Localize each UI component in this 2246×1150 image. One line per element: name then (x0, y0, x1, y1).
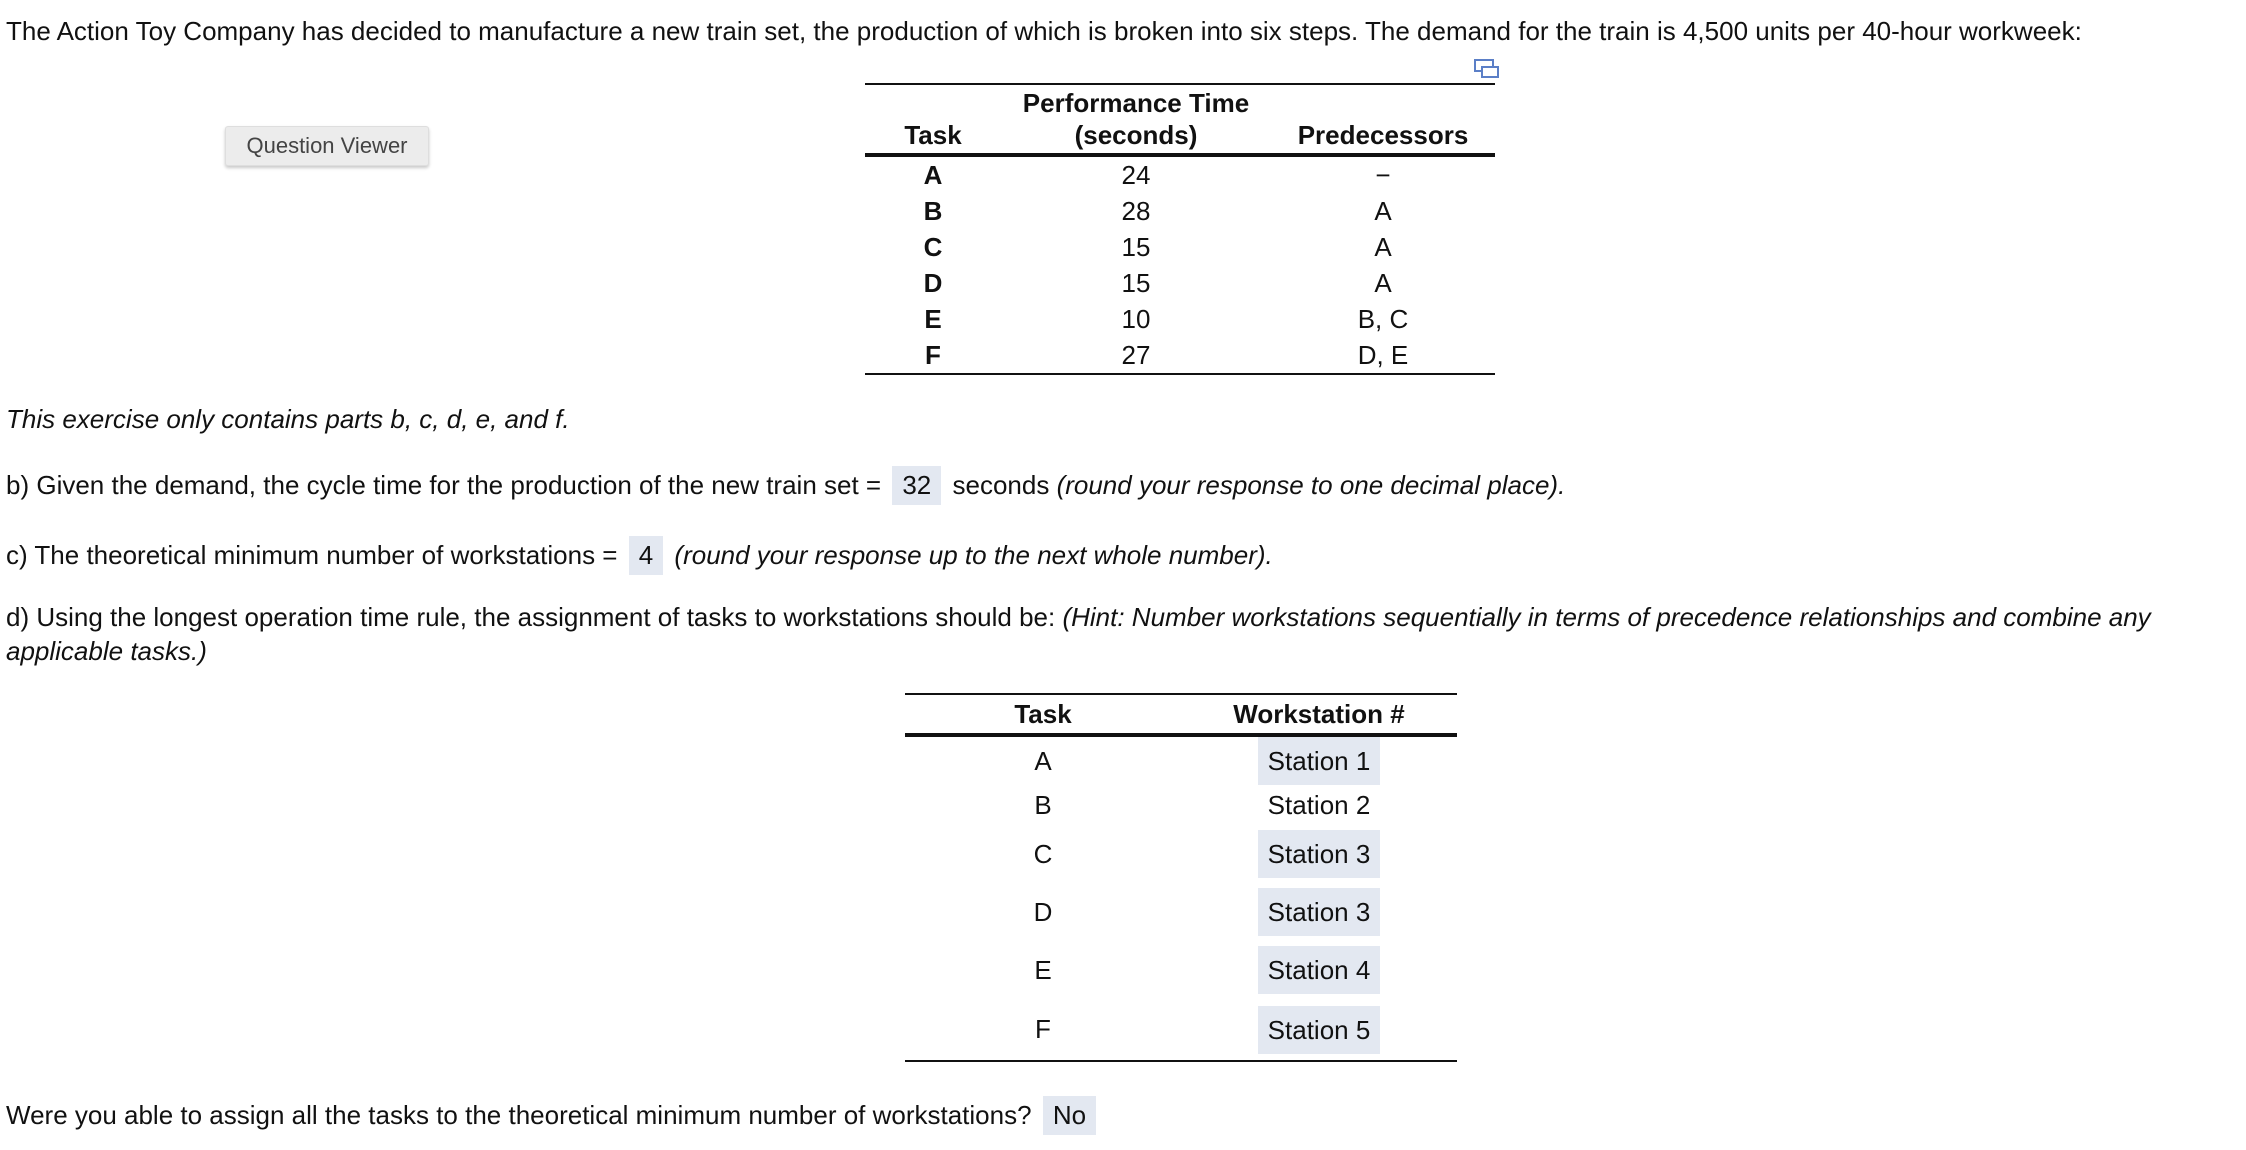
predecessor-cell: − (1375, 159, 1391, 190)
workstation-answer[interactable]: Station 3 (1258, 888, 1381, 936)
workstation-cell (1181, 883, 1457, 941)
header-perf-line2: (seconds) (1074, 120, 1198, 150)
task-cell: E (1034, 954, 1052, 985)
header-performance-time (1001, 84, 1271, 155)
table-row (865, 265, 1495, 301)
part-b-hint: (round your response to one decimal place). (1056, 470, 1566, 500)
table-row (865, 155, 1495, 193)
assignment-table (905, 693, 1457, 1062)
task-cell: F (925, 339, 941, 370)
task-cell: F (1035, 1014, 1051, 1044)
task-cell: B (1034, 789, 1052, 820)
task-cell: E (924, 303, 942, 334)
header-task: Task (904, 120, 962, 150)
workstation-answer[interactable]: Station 3 (1258, 830, 1381, 878)
task-table-header-row (865, 84, 1495, 155)
final-question (6, 1096, 1100, 1135)
task-cell: D (1033, 896, 1053, 927)
table-row (905, 825, 1457, 883)
table-row (905, 999, 1457, 1061)
task-cell: C (1033, 838, 1053, 869)
predecessor-cell: B, C (1357, 303, 1409, 334)
workstation-answer[interactable]: Station 5 (1258, 1006, 1381, 1054)
part-c-hint: (round your response up to the next whole number). (674, 540, 1273, 570)
table-row (905, 785, 1457, 825)
workstation-cell (1181, 785, 1457, 825)
exercise-note: This exercise only contains parts b, c, d, e, and f. (6, 404, 570, 434)
min-workstations-answer[interactable]: 4 (629, 536, 663, 575)
task-cell: B (923, 195, 943, 226)
time-cell: 28 (1121, 195, 1151, 226)
workstation-cell (1181, 735, 1457, 785)
workstation-answer[interactable]: Station 2 (1267, 790, 1371, 820)
task-table (865, 83, 1495, 375)
final-question-text: Were you able to assign all the tasks to the theoretical minimum number of workstations? (6, 1100, 1032, 1130)
header-workstation: Workstation # (1233, 698, 1405, 729)
expand-icon[interactable] (1474, 58, 1500, 80)
part-d-text: d) Using the longest operation time rule, the assignment of tasks to workstations should be: (6, 602, 1056, 632)
time-cell: 24 (1121, 159, 1151, 190)
header-task: Task (1014, 698, 1072, 729)
question-viewer-button[interactable]: Question Viewer (225, 126, 429, 166)
workstation-cell (1181, 999, 1457, 1061)
part-b (6, 466, 1565, 505)
predecessor-cell: A (1374, 231, 1392, 262)
task-cell: A (923, 159, 943, 190)
part-b-unit: seconds (952, 470, 1050, 500)
workstation-cell (1181, 941, 1457, 999)
table-row (865, 229, 1495, 265)
part-c-text: c) The theoretical minimum number of workstations = (6, 540, 618, 570)
time-cell: 27 (1121, 339, 1151, 370)
part-c (6, 536, 1273, 575)
workstation-cell (1181, 825, 1457, 883)
table-row (865, 193, 1495, 229)
part-d-hint: (Hint: Number workstations sequentially in terms of precedence relationships and combine any applicable tasks.) (6, 602, 2151, 666)
table-row (905, 941, 1457, 999)
header-predecessors: Predecessors (1297, 120, 1469, 150)
time-cell: 15 (1121, 231, 1151, 262)
table-row (865, 337, 1495, 374)
cycle-time-answer[interactable]: 32 (892, 466, 941, 505)
part-b-text: b) Given the demand, the cycle time for the production of the new train set = (6, 470, 882, 500)
problem-intro: The Action Toy Company has decided to manufacture a new train set, the production of which is broken into six steps. The demand for the train is 4,500 units per 40-hour workweek: (6, 16, 2082, 46)
table-row (905, 735, 1457, 785)
part-d (6, 600, 2226, 668)
table-row (905, 883, 1457, 941)
predecessor-cell: A (1374, 267, 1392, 298)
predecessor-cell: A (1374, 195, 1392, 226)
time-cell: 15 (1121, 267, 1151, 298)
workstation-answer[interactable]: Station 4 (1258, 946, 1381, 994)
task-cell: D (923, 267, 943, 298)
workstation-answer[interactable]: Station 1 (1258, 737, 1381, 785)
predecessor-cell: D, E (1357, 339, 1409, 370)
final-answer[interactable]: No (1043, 1096, 1096, 1135)
header-perf-line1: Performance Time (1022, 88, 1250, 118)
table-row (865, 301, 1495, 337)
assignment-header-row (905, 694, 1457, 735)
time-cell: 10 (1121, 303, 1151, 334)
task-cell: C (923, 231, 943, 262)
task-cell: A (1034, 745, 1052, 776)
